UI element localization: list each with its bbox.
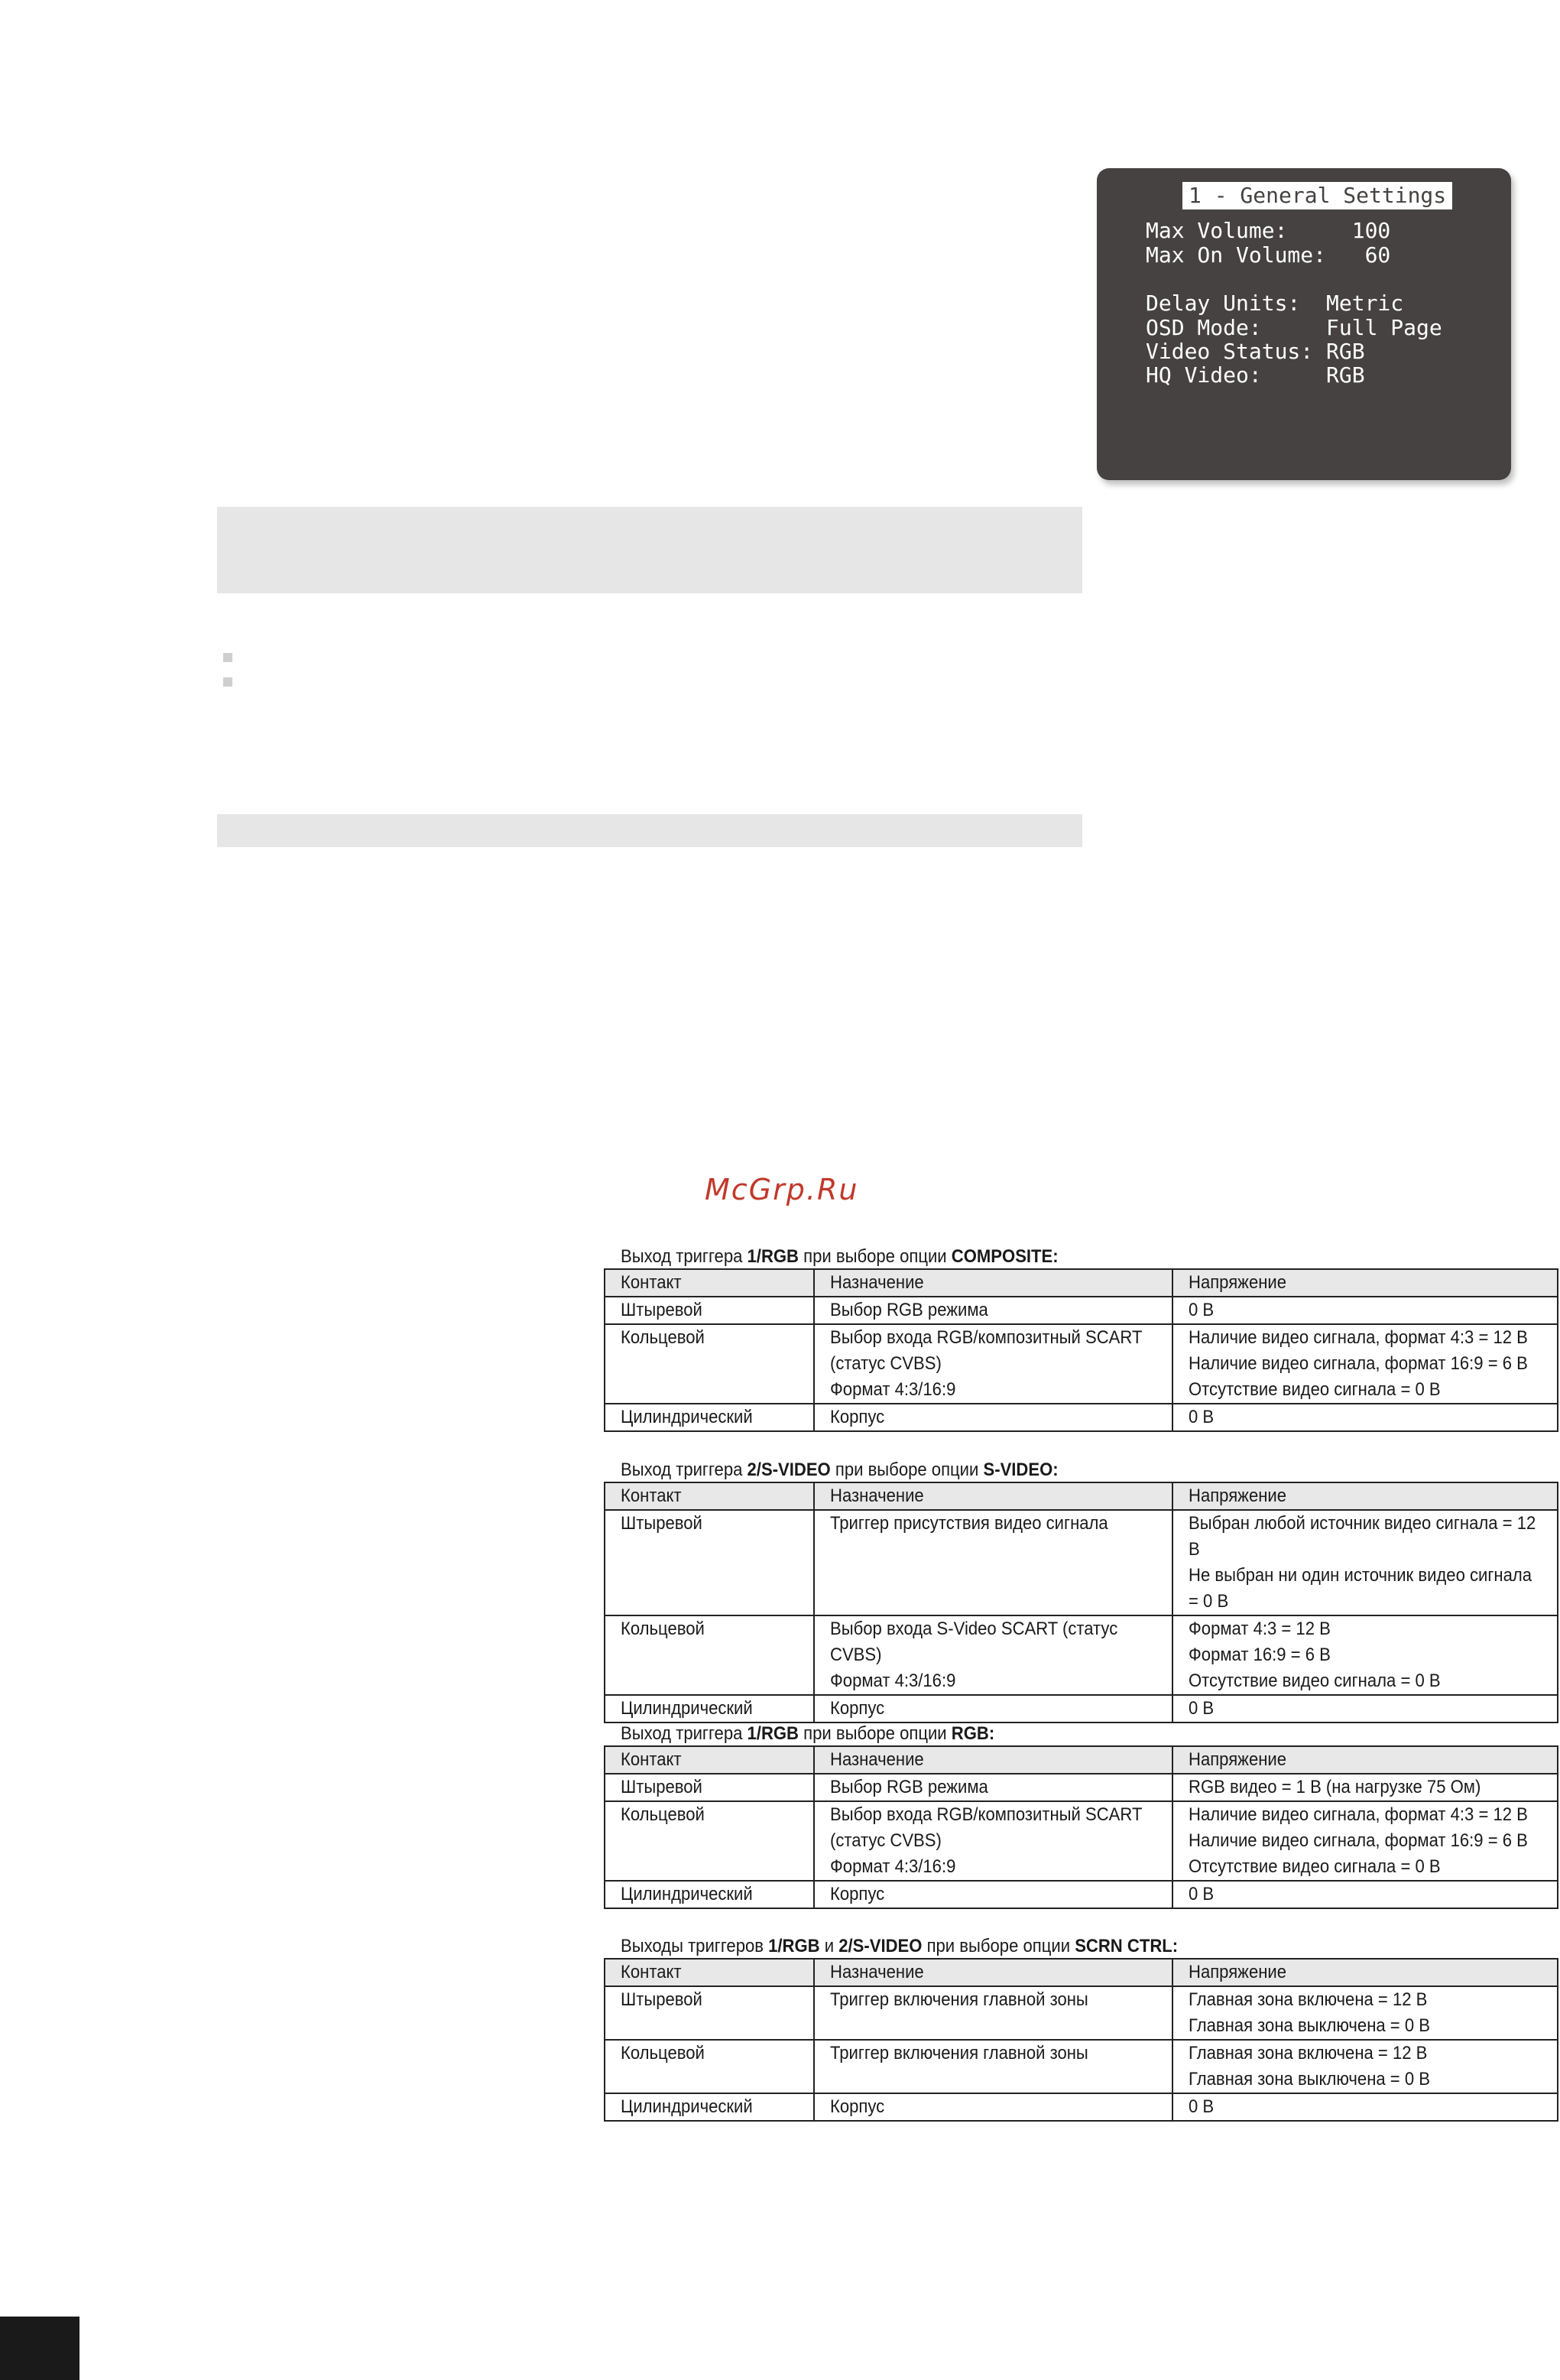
table-row: Кольцевой Выбор входа RGB/композитный SCART (статус CVBS) Формат 4:3/16:9 Наличие видео сигнала, формат 4:3 = 12 В Наличие видео сигнала, формат 16:9 = 6 В Отсутствие видео сигнала = 0 В: [605, 1801, 1558, 1881]
table-row: Штыревой Выбор RGB режима 0 В: [605, 1297, 1558, 1324]
table-header-row: Контакт Назначение Напряжение: [605, 1482, 1558, 1510]
osd-line-osd-mode: OSD Mode: Full Page: [1146, 315, 1442, 340]
bullet-marker: [223, 653, 232, 662]
table-row: Кольцевой Выбор входа S-Video SCART (статус CVBS) Формат 4:3/16:9 Формат 4:3 = 12 В Формат 16:9 = 6 В Отсутствие видео сигнала = 0 В: [605, 1615, 1558, 1695]
osd-line-video-status: Video Status: RGB: [1146, 339, 1365, 364]
trigger-table-s-video: [604, 1482, 1558, 1723]
osd-line-hq-video: HQ Video: RGB: [1146, 362, 1365, 388]
trigger-table-scrn-ctrl: [604, 1958, 1558, 2122]
table-row: Штыревой Выбор RGB режима RGB видео = 1 В (на нагрузке 75 Ом): [605, 1774, 1558, 1801]
table-row: Штыревой Триггер присутствия видео сигнала Выбран любой источник видео сигнала = 12 В Не выбран ни один источник видео сигнала = 0 В: [605, 1510, 1558, 1615]
osd-title: 1 - General Settings: [1182, 182, 1452, 209]
table-header-row: Контакт Назначение Напряжение: [605, 1269, 1558, 1297]
table-caption-composite: Выход триггера 1/RGB при выборе опции COMPOSITE:: [621, 1246, 1059, 1267]
table-header-row: Контакт Назначение Напряжение: [605, 1959, 1558, 1986]
table-row: Цилиндрический Корпус 0 В: [605, 2093, 1558, 2121]
osd-screen: [1097, 168, 1511, 480]
trigger-table-composite: [604, 1268, 1558, 1432]
table-row: Кольцевой Триггер включения главной зоны Главная зона включена = 12 В Главная зона выключена = 0 В: [605, 2040, 1558, 2093]
table-caption-s-video: Выход триггера 2/S-VIDEO при выборе опции S-VIDEO:: [621, 1459, 1059, 1480]
page-corner-tab: [0, 2317, 79, 2380]
osd-line-max-volume: Max Volume: 100: [1146, 218, 1391, 243]
section-band: [217, 814, 1082, 847]
table-header-row: Контакт Назначение Напряжение: [605, 1746, 1558, 1774]
table-row: Цилиндрический Корпус 0 В: [605, 1404, 1558, 1431]
table-caption-scrn-ctrl: Выходы триггеров 1/RGB и 2/S-VIDEO при выборе опции SCRN CTRL:: [621, 1936, 1179, 1956]
table-row: Цилиндрический Корпус 0 В: [605, 1695, 1558, 1722]
table-row: Цилиндрический Корпус 0 В: [605, 1881, 1558, 1908]
osd-line-delay-units: Delay Units: Metric: [1146, 291, 1404, 316]
bullet-marker: [223, 677, 232, 687]
watermark: McGrp.Ru: [705, 1173, 859, 1206]
table-caption-rgb: Выход триггера 1/RGB при выборе опции RGB:: [621, 1723, 995, 1744]
table-row: Кольцевой Выбор входа RGB/композитный SCART (статус CVBS) Формат 4:3/16:9 Наличие видео сигнала, формат 4:3 = 12 В Наличие видео сигнала, формат 16:9 = 6 В Отсутствие видео сигнала = 0 В: [605, 1324, 1558, 1404]
osd-line-max-on-volume: Max On Volume: 60: [1146, 242, 1391, 268]
note-band: [217, 507, 1082, 593]
trigger-table-rgb: [604, 1745, 1558, 1909]
table-row: Штыревой Триггер включения главной зоны Главная зона включена = 12 В Главная зона выключена = 0 В: [605, 1986, 1558, 2040]
